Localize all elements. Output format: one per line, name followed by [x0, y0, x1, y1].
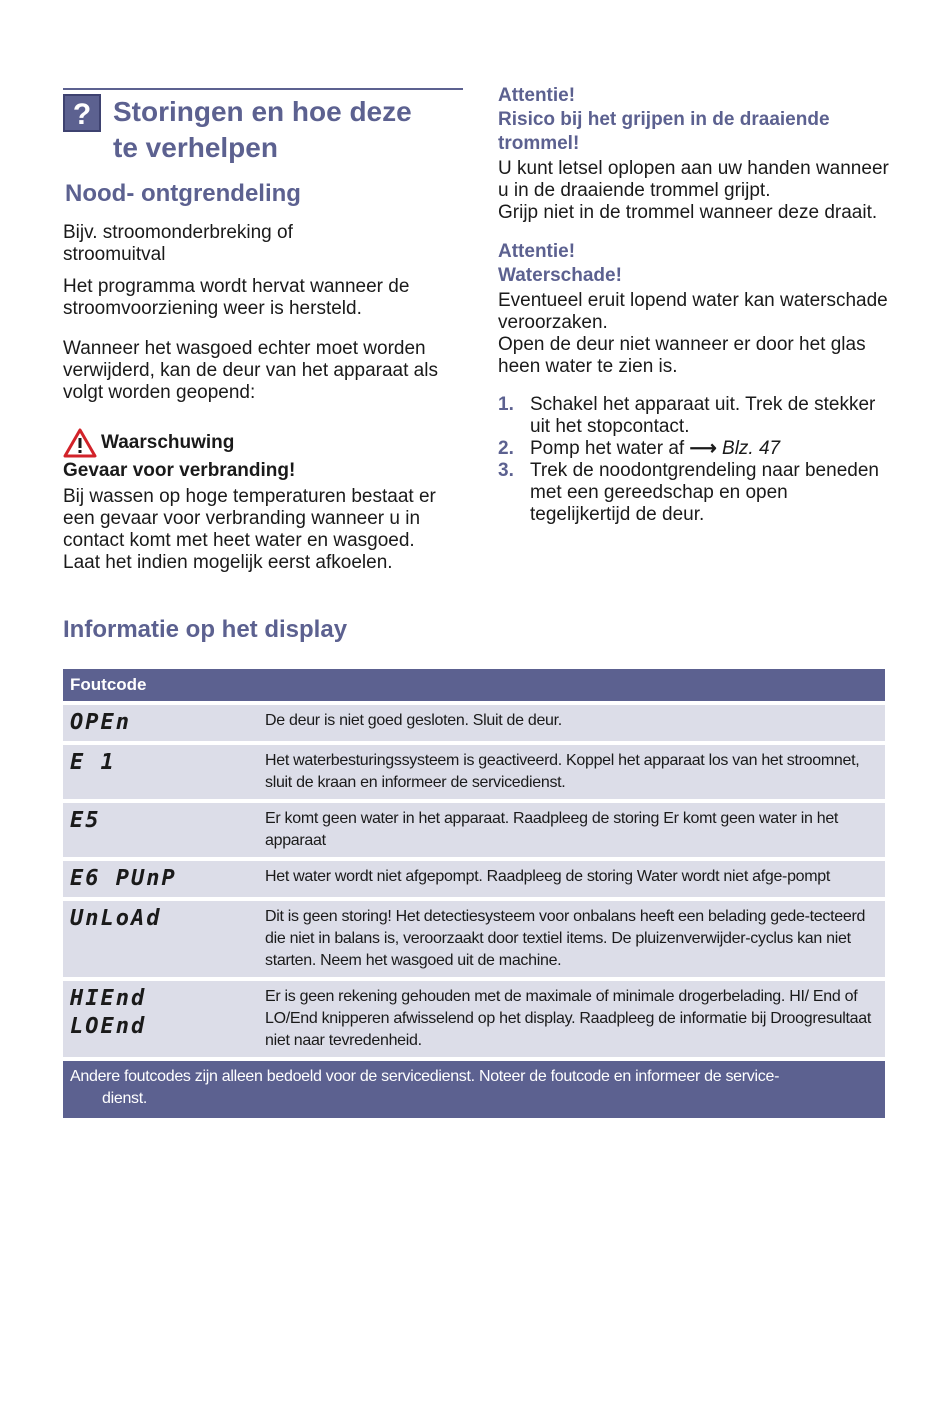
warning-text-2: Laat het indien mogelijk eerst afkoelen.	[63, 552, 393, 573]
attention-text-2a: Eventueel eruit lopend water kan waterschade veroorzaken.	[498, 290, 888, 333]
attention-text-2b: Open de deur niet wanneer er door het glas heen water te zien is.	[498, 334, 866, 377]
attention-text-1b: Grijp niet in de trommel wanneer deze draait.	[498, 202, 878, 223]
attention-block-1	[498, 84, 890, 224]
arrow-right-icon: ⟶	[689, 438, 717, 459]
page-reference-link[interactable]: Blz. 47	[722, 438, 781, 459]
page-title: Storingen en hoe deze te verhelpen	[113, 96, 412, 163]
list-item: 2. Pomp het water af ⟶ Blz. 47	[498, 438, 781, 459]
error-code-table	[63, 669, 885, 1118]
attention-heading-1: Risico bij het grijpen in de draaiende trommel!	[498, 109, 830, 154]
paragraph-1: Bijv. stroomonderbreking of stroomuitval	[63, 222, 293, 265]
error-description: De deur is niet goed gesloten. Sluit de deur.	[265, 712, 562, 729]
error-description: Er is geen rekening gehouden met de maximale of minimale drogerbelading. HI/ End of LO/End knipperen afwisselend op het display. Raadpleeg de informatie bij Droogresultaat niet naar tevredenheid.	[265, 988, 871, 1049]
error-code: OPEn	[70, 710, 131, 735]
list-item: 1. Schakel het apparaat uit. Trek de stekker uit het stopcontact.	[498, 394, 876, 437]
subtitle: Nood- ontgrendeling	[65, 180, 301, 207]
table-row	[63, 745, 885, 799]
paragraph-2: Het programma wordt hervat wanneer de stroomvoorziening weer is hersteld.	[63, 276, 410, 319]
table-header: Foutcode	[63, 669, 885, 701]
error-description: Er komt geen water in het apparaat. Raadpleeg de storing Er komt geen water in het apparaat	[265, 810, 839, 849]
attention-heading-2: Waterschade!	[498, 265, 622, 286]
attention-label-1: Attentie!	[498, 85, 576, 106]
table-row	[63, 705, 885, 741]
warning-text: Bij wassen op hoge temperaturen bestaat er een gevaar voor verbranding wanneer u in contact komt met heet water en wasgoed.	[63, 486, 436, 551]
warning-label: Waarschuwing	[101, 432, 235, 453]
error-code: UnLoAd	[70, 906, 162, 931]
warning-header	[63, 428, 463, 458]
question-mark-icon: ?	[63, 94, 101, 132]
error-code: E6 PUnP	[70, 866, 177, 891]
section-title	[63, 88, 463, 166]
table-row	[63, 981, 885, 1057]
info-title: Informatie op het display	[63, 616, 348, 643]
warning-triangle-icon	[63, 428, 97, 458]
left-column	[63, 88, 463, 584]
warning-heading: Gevaar voor verbranding!	[63, 460, 296, 481]
paragraph-3: Wanneer het wasgoed echter moet worden verwijderd, kan de deur van het apparaat als volgt worden geopend:	[63, 338, 438, 403]
error-code: E 1	[70, 750, 116, 775]
table-row	[63, 803, 885, 857]
error-description: Dit is geen storing! Het detectiesysteem voor onbalans heeft een belading gede-tecteerd die niet in balans is, veroorzaakt door textiel items. De pluizenverwijder-cyclus kan niet starten. Neem het wasgoed uit de machine.	[265, 908, 866, 969]
right-column	[498, 84, 890, 526]
steps-list	[498, 394, 890, 526]
attention-label-2: Attentie!	[498, 241, 576, 262]
error-description: Het water wordt niet afgepompt. Raadpleeg de storing Water wordt niet afge-pompt	[265, 868, 831, 885]
table-footer: Andere foutcodes zijn alleen bedoeld voor de servicedienst. Noteer de foutcode en informeer de service- dienst.	[63, 1061, 885, 1118]
attention-block-2	[498, 240, 890, 378]
list-item: 3. Trek de noodontgrendeling naar beneden met een gereedschap en open tegelijkertijd de deur.	[498, 460, 879, 525]
error-code: E5	[70, 808, 101, 833]
table-row	[63, 861, 885, 897]
table-row	[63, 901, 885, 977]
error-description: Het waterbesturingssysteem is geactiveerd. Koppel het apparaat los van het stroomnet, sluit de kraan en informeer de servicedienst.	[265, 752, 860, 791]
error-code: HIEnd LOEnd	[70, 986, 147, 1039]
attention-text-1a: U kunt letsel oplopen aan uw handen wanneer u in de draaiende trommel grijpt.	[498, 158, 889, 201]
